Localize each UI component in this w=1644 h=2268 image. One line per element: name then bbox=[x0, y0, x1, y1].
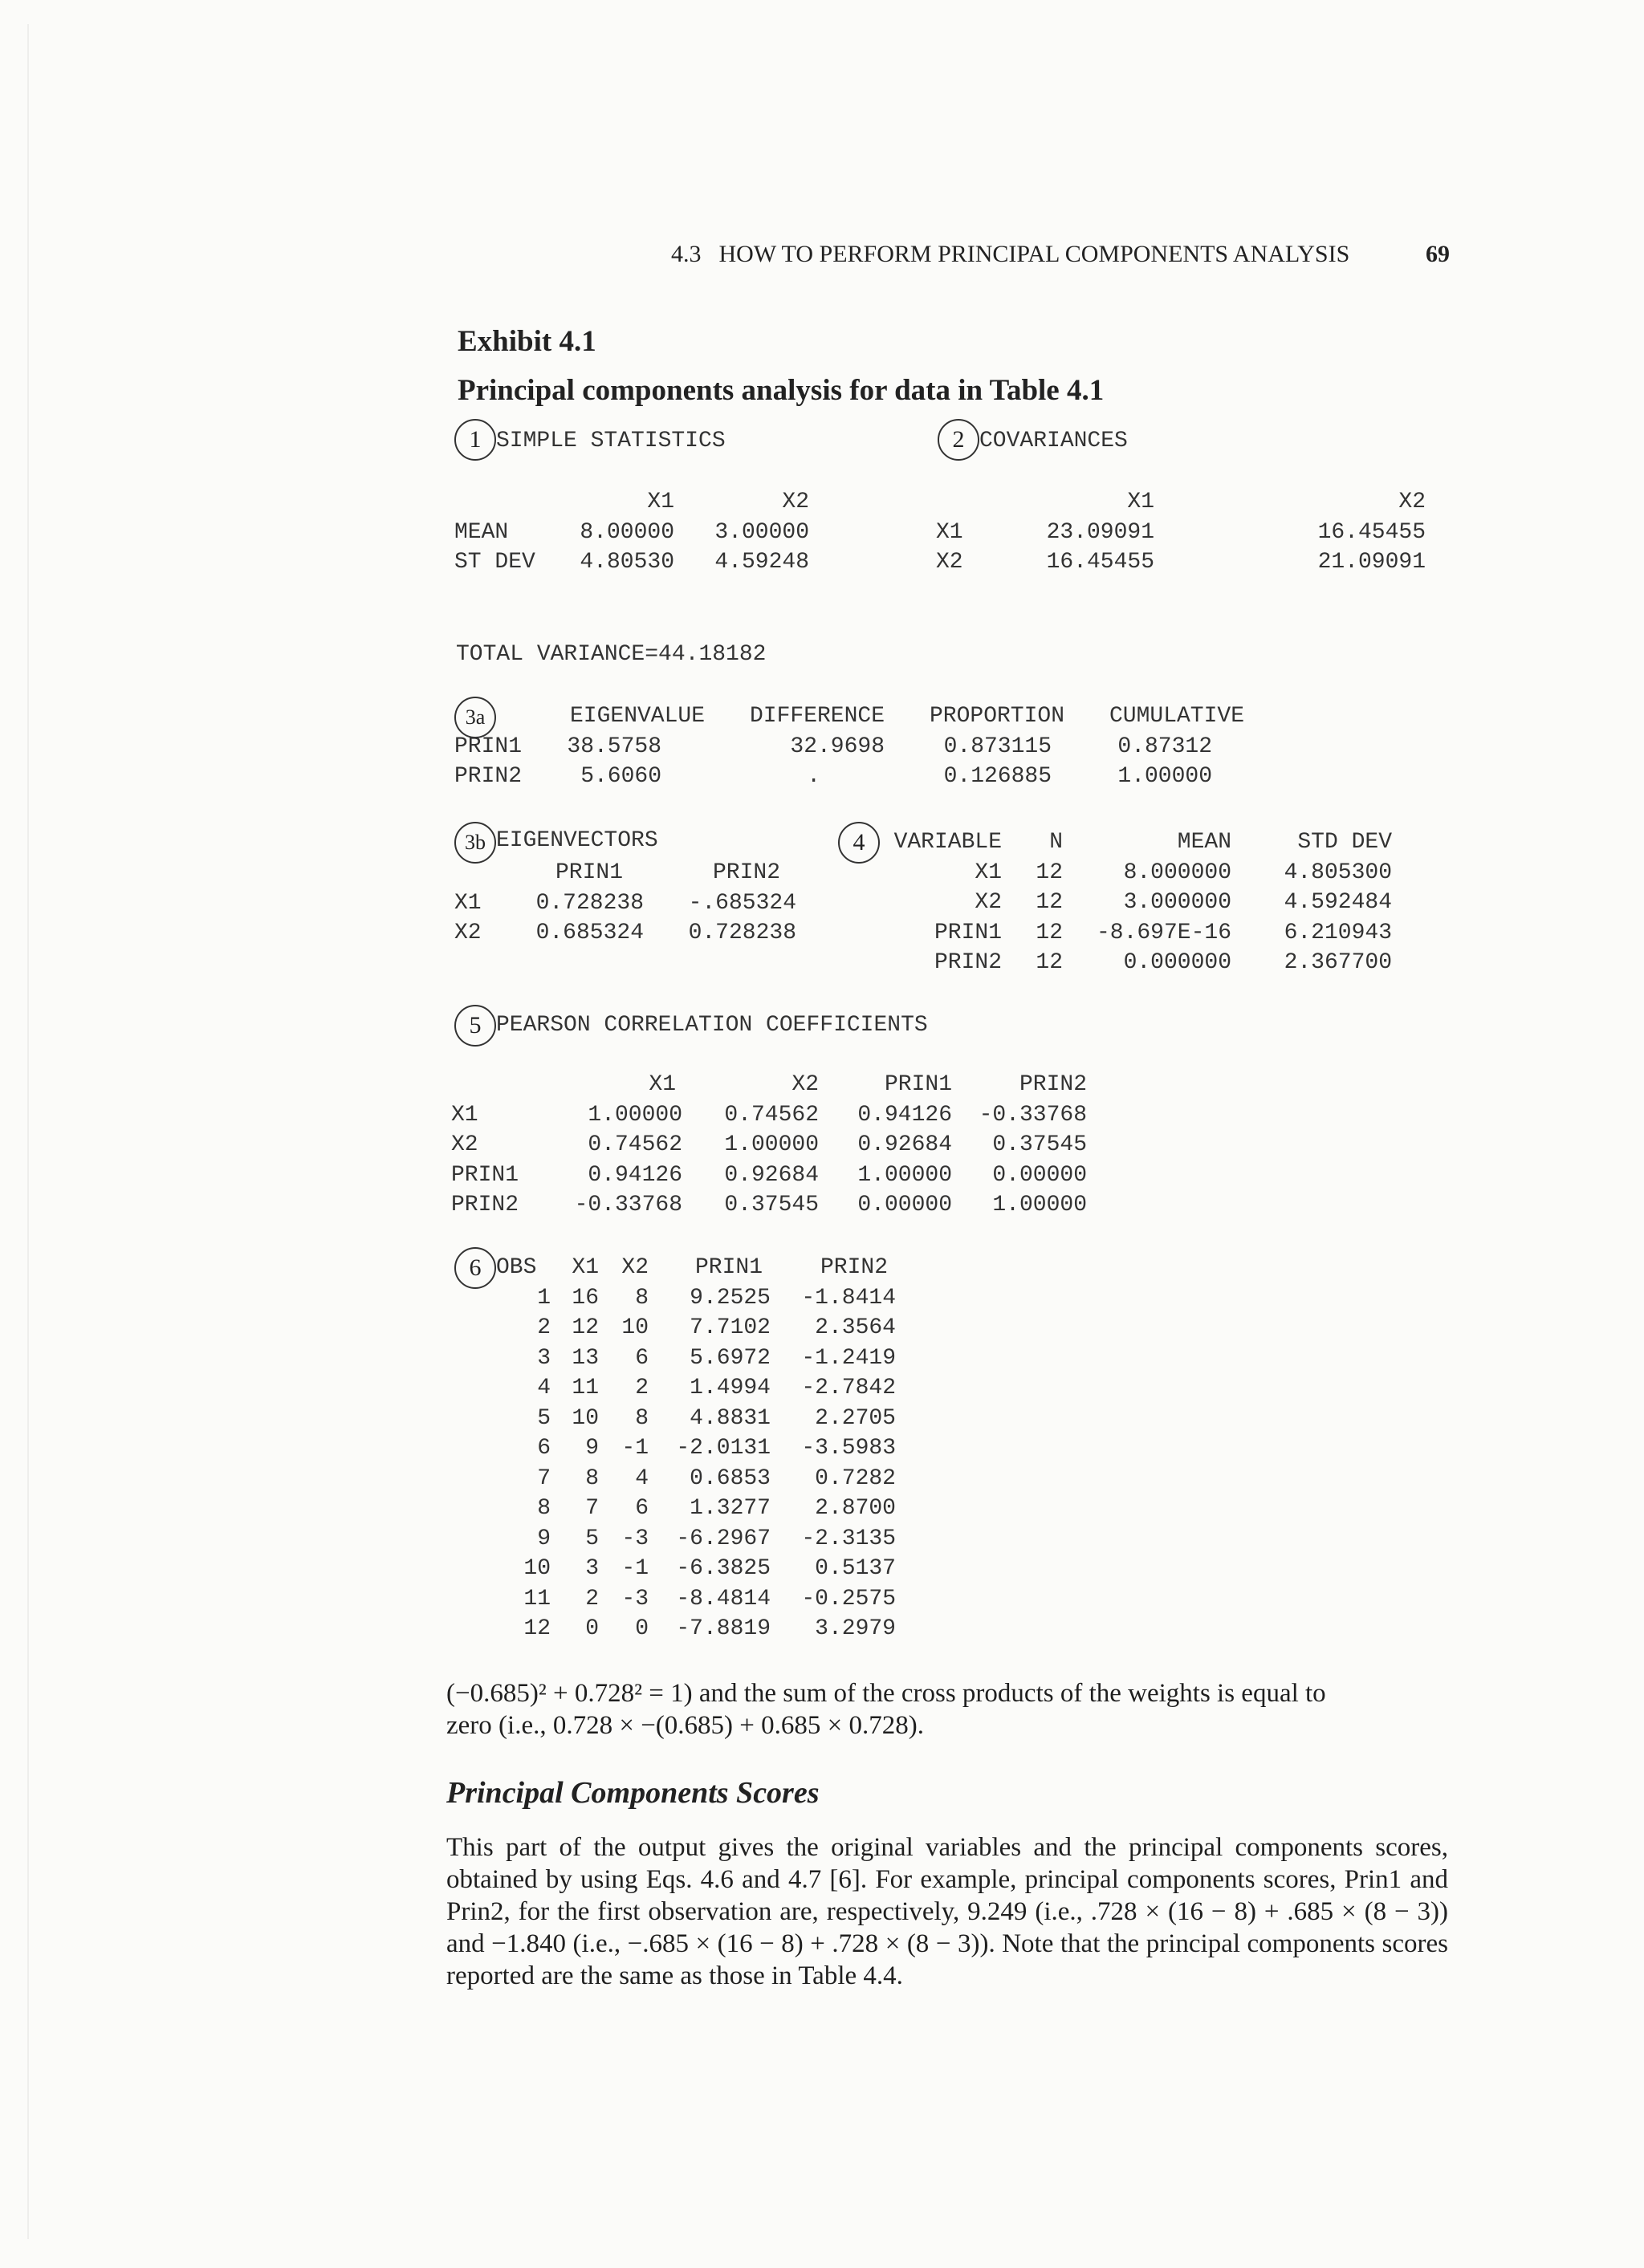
row-label: 1 bbox=[537, 1285, 551, 1311]
eigenvectors-table bbox=[454, 858, 796, 949]
table-row bbox=[880, 888, 1392, 918]
table-cell: 5.6060 bbox=[580, 764, 662, 789]
simple-statistics-table bbox=[454, 487, 809, 578]
table-cell: 4.805300 bbox=[1284, 860, 1392, 885]
table-cell: 0.94126 bbox=[857, 1102, 952, 1128]
table-cell: -2.3135 bbox=[801, 1526, 896, 1551]
table-cell bbox=[936, 487, 976, 518]
row-label: 11 bbox=[523, 1586, 551, 1612]
table-cell: 11 bbox=[572, 1376, 599, 1400]
row-label: 9 bbox=[537, 1526, 551, 1551]
column-header: OBS bbox=[496, 1255, 537, 1280]
table-cell: . bbox=[807, 764, 821, 789]
table-row bbox=[482, 1464, 899, 1494]
table-row bbox=[454, 888, 796, 919]
table-row bbox=[880, 948, 1392, 978]
column-header: N bbox=[1049, 830, 1063, 855]
table-cell: -1.2419 bbox=[801, 1345, 896, 1371]
table-cell: 0.7282 bbox=[815, 1465, 896, 1491]
table-cell: 1.00000 bbox=[724, 1132, 819, 1157]
table-cell: 6 bbox=[635, 1345, 649, 1371]
table-cell: 2 bbox=[635, 1376, 649, 1400]
table-cell: 12 bbox=[572, 1315, 599, 1340]
column-header: X1 bbox=[1127, 490, 1154, 514]
row-label: PRIN1 bbox=[934, 920, 1002, 945]
table-cell: 3.00000 bbox=[714, 519, 809, 545]
table-row bbox=[880, 918, 1392, 949]
table-cell: 7.7102 bbox=[690, 1315, 771, 1340]
table-cell bbox=[451, 1070, 547, 1100]
table-cell: -3 bbox=[621, 1586, 649, 1612]
row-label: 12 bbox=[523, 1616, 551, 1641]
table-cell: 8 bbox=[635, 1405, 649, 1431]
table-cell: 0.74562 bbox=[588, 1132, 682, 1157]
table-header-row bbox=[880, 827, 1392, 858]
column-header: X2 bbox=[1398, 490, 1426, 514]
scores-table bbox=[482, 1253, 899, 1644]
column-header: CUMULATIVE bbox=[1109, 704, 1245, 729]
table-row bbox=[454, 762, 1244, 792]
table-header-row bbox=[451, 1070, 1087, 1100]
variable-statistics-table bbox=[880, 827, 1392, 978]
eigenvectors-title: EIGENVECTORS bbox=[496, 828, 658, 853]
table-cell: 9.2525 bbox=[690, 1285, 771, 1311]
row-label: PRIN2 bbox=[451, 1193, 519, 1217]
table-row bbox=[482, 1313, 899, 1343]
table-cell: 1.00000 bbox=[857, 1162, 952, 1188]
table-cell: 16.45455 bbox=[1317, 519, 1426, 545]
table-cell: -2.0131 bbox=[676, 1436, 771, 1461]
table-cell: 0.728238 bbox=[688, 921, 796, 945]
column-header: DIFFERENCE bbox=[749, 704, 885, 729]
row-label: 4 bbox=[537, 1376, 551, 1400]
table-cell: 3 bbox=[585, 1556, 599, 1581]
column-header: PRIN2 bbox=[1019, 1072, 1087, 1097]
column-header: EIGENVALUE bbox=[569, 704, 706, 729]
callout-badge-3a: 3a bbox=[454, 697, 496, 738]
table-cell: 2.2705 bbox=[815, 1405, 896, 1431]
table-cell: 2 bbox=[585, 1586, 599, 1612]
table-cell: 16 bbox=[572, 1285, 599, 1311]
row-label: 2 bbox=[537, 1315, 551, 1340]
column-header: X2 bbox=[782, 490, 809, 514]
table-cell: 16.45455 bbox=[1046, 550, 1154, 575]
column-header: PRIN2 bbox=[820, 1255, 888, 1280]
total-variance: TOTAL VARIANCE=44.18182 bbox=[456, 642, 767, 667]
scores-paragraph: This part of the output gives the original variables and the principal components scores, obtained by using Eqs. 4.6 and 4.7 [6]. For example, principal components scores, Prin1 and Prin2, for the first observation are, respectively, 9.249 (i.e., .728 × (16 − 8) + .685 × (8 − 3)) and −1.840 (i.e., −.685 × (16 − 8) + .728 × (8 − 3)). Note that the principal components scores reported are the same as those in Table 4.4. bbox=[446, 1833, 1448, 1990]
row-label: X2 bbox=[975, 890, 1002, 915]
table-cell: 0.5137 bbox=[815, 1556, 896, 1581]
paragraph-line: zero (i.e., 0.728 × −(0.685) + 0.685 × 0.728). bbox=[446, 1711, 924, 1740]
table-row bbox=[482, 1554, 899, 1584]
table-header-row bbox=[482, 1253, 899, 1283]
table-cell: 12 bbox=[1036, 860, 1063, 885]
column-header: X1 bbox=[572, 1255, 599, 1280]
table-cell: -2.7842 bbox=[801, 1376, 896, 1400]
table-cell: 3.000000 bbox=[1123, 890, 1231, 915]
table-cell: 0.92684 bbox=[724, 1162, 819, 1188]
table-cell: 10 bbox=[621, 1315, 649, 1340]
table-cell: 8.00000 bbox=[580, 519, 674, 545]
table-cell: -6.2967 bbox=[676, 1526, 771, 1551]
table-cell: 0.92684 bbox=[857, 1132, 952, 1157]
table-cell: 4.59248 bbox=[714, 550, 809, 575]
correlations-title: PEARSON CORRELATION COEFFICIENTS bbox=[496, 1013, 928, 1038]
table-cell: -0.33768 bbox=[574, 1193, 682, 1217]
table-cell: 4.8831 bbox=[690, 1405, 771, 1431]
callout-badge-2: 2 bbox=[938, 419, 979, 461]
table-cell: 32.9698 bbox=[790, 734, 885, 759]
table-cell: 12 bbox=[1036, 950, 1063, 975]
table-row bbox=[451, 1100, 1087, 1131]
table-cell: -1 bbox=[621, 1556, 649, 1581]
table-cell: 4 bbox=[635, 1465, 649, 1491]
table-cell: 8 bbox=[585, 1465, 599, 1491]
table-row bbox=[482, 1283, 899, 1314]
row-label: X1 bbox=[936, 519, 963, 545]
table-header-row bbox=[454, 701, 1244, 732]
table-cell: 1.4994 bbox=[690, 1376, 771, 1400]
table-cell: -0.2575 bbox=[801, 1586, 896, 1612]
table-row bbox=[454, 518, 809, 548]
table-row bbox=[482, 1494, 899, 1524]
table-cell: 0.37545 bbox=[992, 1132, 1087, 1157]
row-label: X1 bbox=[975, 860, 1002, 885]
row-label: 6 bbox=[537, 1436, 551, 1461]
table-cell bbox=[454, 701, 522, 732]
table-row bbox=[482, 1524, 899, 1555]
table-row bbox=[451, 1130, 1087, 1160]
table-cell: 8.000000 bbox=[1123, 860, 1231, 885]
table-row bbox=[482, 1404, 899, 1434]
row-label: X1 bbox=[454, 890, 482, 916]
table-row bbox=[936, 547, 1426, 578]
table-cell: 12 bbox=[1036, 920, 1063, 945]
row-label: PRIN1 bbox=[454, 734, 523, 759]
table-cell: 0 bbox=[585, 1616, 599, 1641]
table-cell: 12 bbox=[1036, 890, 1063, 915]
table-row bbox=[482, 1343, 899, 1374]
callout-badge-4: 4 bbox=[838, 822, 880, 864]
row-label: 10 bbox=[523, 1556, 551, 1581]
row-label: PRIN2 bbox=[454, 764, 523, 789]
table-cell: 0.685324 bbox=[535, 921, 644, 945]
section-subheading: Principal Components Scores bbox=[446, 1776, 820, 1810]
running-header bbox=[671, 241, 1349, 268]
table-cell: 0.728238 bbox=[535, 890, 644, 916]
table-cell: 5 bbox=[585, 1526, 599, 1551]
table-cell: 2.8700 bbox=[815, 1496, 896, 1521]
table-cell: -1.8414 bbox=[801, 1285, 896, 1311]
table-cell: 0.87312 bbox=[1117, 734, 1213, 759]
row-label: X1 bbox=[451, 1102, 478, 1128]
section-number: 4.3 bbox=[671, 241, 702, 267]
exhibit-label: Exhibit 4.1 bbox=[458, 325, 596, 358]
callout-badge-3b: 3b bbox=[454, 822, 496, 864]
table-cell: 2.367700 bbox=[1284, 950, 1392, 975]
table-cell: 0.94126 bbox=[588, 1162, 682, 1188]
table-cell: 38.5758 bbox=[567, 734, 662, 759]
table-cell: 0.00000 bbox=[857, 1193, 952, 1217]
column-header: PRIN1 bbox=[884, 1072, 952, 1097]
column-header: VARIABLE bbox=[893, 830, 1002, 855]
table-cell: 0.37545 bbox=[724, 1193, 819, 1217]
table-row bbox=[482, 1373, 899, 1404]
table-cell: 8 bbox=[635, 1285, 649, 1311]
table-cell: 3.2979 bbox=[815, 1616, 896, 1641]
row-label: 8 bbox=[537, 1496, 551, 1521]
table-row bbox=[451, 1190, 1087, 1221]
table-cell: 9 bbox=[585, 1436, 599, 1461]
column-header: X1 bbox=[647, 490, 674, 514]
table-cell: -3.5983 bbox=[801, 1436, 896, 1461]
table-cell: -6.3825 bbox=[676, 1556, 771, 1581]
table-row bbox=[454, 547, 809, 578]
table-header-row bbox=[454, 487, 809, 518]
paragraph-line: (−0.685)² + 0.728² = 1) and the sum of the cross products of the weights is equal to bbox=[446, 1679, 1326, 1708]
correlation-table bbox=[451, 1070, 1087, 1221]
table-cell: 0.000000 bbox=[1123, 950, 1231, 975]
exhibit-caption: Principal components analysis for data in Table 4.1 bbox=[458, 374, 1105, 407]
column-header: PRIN1 bbox=[694, 1255, 763, 1280]
row-label: 3 bbox=[537, 1345, 551, 1371]
table-cell: -7.8819 bbox=[676, 1616, 771, 1641]
column-header: PRIN1 bbox=[555, 860, 623, 885]
table-cell: 6.210943 bbox=[1284, 920, 1392, 945]
row-label: PRIN2 bbox=[934, 950, 1002, 975]
eigenvalue-table bbox=[454, 701, 1244, 792]
simple-statistics-title: SIMPLE STATISTICS bbox=[496, 429, 726, 453]
table-cell: 10 bbox=[572, 1405, 599, 1431]
table-row bbox=[482, 1433, 899, 1464]
table-cell: 0.74562 bbox=[724, 1102, 819, 1128]
table-row bbox=[936, 518, 1426, 548]
row-label: ST DEV bbox=[454, 550, 535, 575]
table-row bbox=[454, 918, 796, 949]
table-cell: 7 bbox=[585, 1496, 599, 1521]
table-cell: -8.697E-16 bbox=[1096, 920, 1231, 945]
table-cell: 1.00000 bbox=[1117, 764, 1213, 789]
table-cell: 4.592484 bbox=[1284, 890, 1392, 915]
row-label: 7 bbox=[537, 1465, 551, 1491]
covariances-table bbox=[936, 487, 1426, 578]
table-cell: 21.09091 bbox=[1317, 550, 1426, 575]
table-cell: 1.00000 bbox=[588, 1102, 682, 1128]
table-cell: 1.3277 bbox=[690, 1496, 771, 1521]
table-cell: 23.09091 bbox=[1046, 519, 1154, 545]
column-header: PROPORTION bbox=[929, 704, 1065, 729]
table-cell: 0.6853 bbox=[690, 1465, 771, 1491]
covariances-title: COVARIANCES bbox=[979, 429, 1128, 453]
table-row bbox=[880, 858, 1392, 888]
table-cell: 0 bbox=[635, 1616, 649, 1641]
table-row bbox=[451, 1160, 1087, 1191]
column-header: PRIN2 bbox=[712, 860, 780, 885]
table-header-row bbox=[936, 487, 1426, 518]
row-label: PRIN1 bbox=[451, 1162, 519, 1188]
table-cell: -8.4814 bbox=[676, 1586, 771, 1612]
row-label: X2 bbox=[936, 550, 963, 575]
table-header-row bbox=[454, 858, 796, 888]
column-header: MEAN bbox=[1177, 830, 1231, 855]
table-row bbox=[482, 1614, 899, 1644]
table-cell: -3 bbox=[621, 1526, 649, 1551]
table-cell: 4.80530 bbox=[580, 550, 674, 575]
table-row bbox=[482, 1584, 899, 1615]
table-cell: 1.00000 bbox=[992, 1193, 1087, 1217]
table-cell bbox=[454, 487, 567, 518]
table-cell: 13 bbox=[572, 1345, 599, 1371]
header-title: HOW TO PERFORM PRINCIPAL COMPONENTS ANALYSIS bbox=[718, 241, 1350, 267]
callout-badge-1: 1 bbox=[454, 419, 496, 461]
callout-badge-5: 5 bbox=[454, 1005, 496, 1047]
row-label: MEAN bbox=[454, 519, 509, 545]
table-cell: -0.33768 bbox=[979, 1102, 1087, 1128]
table-cell: -1 bbox=[621, 1436, 649, 1461]
column-header: STD DEV bbox=[1297, 830, 1392, 855]
table-cell: 2.3564 bbox=[815, 1315, 896, 1340]
page-number: 69 bbox=[1426, 241, 1450, 267]
table-cell bbox=[454, 858, 511, 888]
table-cell: 0.00000 bbox=[992, 1162, 1087, 1188]
table-cell: 6 bbox=[635, 1496, 649, 1521]
row-label: X2 bbox=[451, 1132, 478, 1157]
callout-badge-6: 6 bbox=[454, 1247, 496, 1289]
column-header: X1 bbox=[649, 1072, 676, 1097]
paragraph-continuation bbox=[446, 1677, 1448, 1742]
table-cell: 0.126885 bbox=[943, 764, 1052, 789]
table-cell: 0.873115 bbox=[943, 734, 1052, 759]
table-cell: -.685324 bbox=[688, 890, 796, 916]
table-row bbox=[454, 732, 1244, 762]
column-header: X2 bbox=[621, 1255, 649, 1280]
column-header: X2 bbox=[791, 1072, 819, 1097]
row-label: 5 bbox=[537, 1405, 551, 1431]
margin-line bbox=[27, 24, 29, 2239]
table-cell: 5.6972 bbox=[690, 1345, 771, 1371]
row-label: X2 bbox=[454, 921, 482, 945]
